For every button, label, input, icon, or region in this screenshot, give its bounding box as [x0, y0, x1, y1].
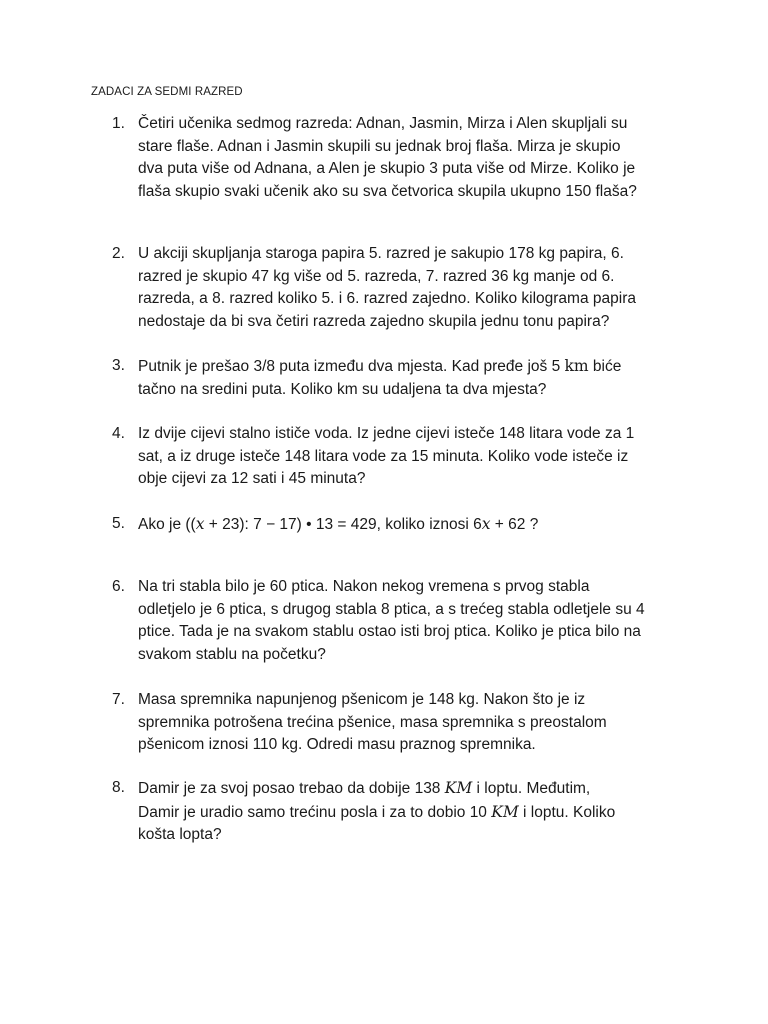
task-line: flaša skupio svaki učenik ako su sva četvorica skupila ukupno 150 flaša?	[138, 182, 637, 200]
math-unit-km-currency: KM	[444, 779, 473, 797]
task-number: 4.	[112, 425, 125, 442]
task-line: tačno na sredini puta. Koliko km su udaljena ta dva mjesta?	[138, 380, 547, 398]
task-line: U akciji skupljanja staroga papira 5. razred je sakupio 178 kg papira, 6.	[138, 245, 624, 262]
task-text	[138, 689, 680, 757]
task-text-segment: Damir je za svoj posao trebao da dobije 138	[138, 780, 445, 797]
task-line: pšenicom iznosi 110 kg. Odredi masu praznog spremnika.	[138, 736, 536, 753]
task-number: 7.	[112, 691, 125, 708]
task-text	[138, 423, 680, 491]
task-line: razred je skupio 47 kg više od 5. razreda, 7. razred 36 kg manje od 6.	[138, 267, 615, 285]
task-text	[138, 355, 680, 401]
task-line	[138, 513, 680, 537]
task-line: obje cijevi za 12 sati i 45 minuta?	[138, 470, 366, 487]
task-line: razreda, a 8. razred koliko 5. i 6. razred zajedno. Koliko kilograma papira	[138, 290, 636, 307]
task-line: Na tri stabla bilo je 60 ptica. Nakon nekog vremena s prvog stabla	[138, 578, 590, 595]
document-title: ZADACI ZA SEDMI RAZRED	[91, 86, 243, 98]
task-line	[138, 777, 680, 801]
task-line: košta lopta?	[138, 826, 222, 843]
task-line: nedostaje da bi sva četiri razreda zajedno skupila jednu tonu papira?	[138, 312, 610, 330]
task-text	[138, 113, 680, 203]
task-number: 6.	[112, 578, 125, 595]
task-number: 2.	[112, 245, 125, 262]
task-line: dva puta više od Adnana, a Alen je skupio 3 puta više od Mirze. Koliko je	[138, 160, 636, 177]
task-line: svakom stablu na početku?	[138, 645, 326, 663]
math-variable-x: x	[481, 515, 491, 533]
task-text-segment: Ako je ((	[138, 516, 196, 533]
task-line: Četiri učenika sedmog razreda: Adnan, Jasmin, Mirza i Alen skupljali su	[138, 115, 628, 132]
task-text-segment: biće	[588, 358, 622, 375]
task-line: odletjelo je 6 ptica, s drugog stabla 8 ptica, a s trećeg stabla odletjele su 4	[138, 600, 645, 618]
task-text-segment: + 23): 7 − 17) • 13 = 429, koliko iznosi 6	[204, 516, 482, 533]
task-text	[138, 513, 680, 537]
task-text	[138, 777, 680, 847]
task-line: stare flaše. Adnan i Jasmin skupili su jednak broj flaša. Mirza je skupio	[138, 137, 621, 155]
task-line: Masa spremnika napunjenog pšenicom je 148 kg. Nakon što je iz	[138, 691, 586, 708]
task-text-segment: i loptu. Koliko	[518, 803, 616, 821]
task-line	[138, 801, 680, 825]
task-text-segment: Damir je uradio samo trećinu posla i za to dobio 10	[138, 803, 492, 821]
task-text	[138, 576, 680, 666]
task-line: ptice. Tada je na svakom stablu ostao isti broj ptica. Koliko je ptica bilo na	[138, 623, 641, 640]
task-text-segment: + 62 ?	[490, 516, 539, 533]
task-number: 1.	[112, 115, 125, 132]
task-line: sat, a iz druge isteče 148 litara vode za 15 minuta. Koliko vode isteče iz	[138, 447, 629, 465]
task-number: 3.	[112, 357, 125, 374]
task-text	[138, 243, 680, 333]
task-text-segment: Putnik je prešao 3/8 puta između dva mjesta. Kad pređe još 5	[138, 358, 565, 375]
task-line: Iz dvije cijevi stalno ističe voda. Iz jedne cijevi isteče 148 litara vode za 1	[138, 425, 635, 442]
task-text-segment: i loptu. Međutim,	[472, 780, 591, 797]
math-unit-km: km	[564, 357, 589, 375]
task-line: spremnika potrošena trećina pšenice, masa spremnika s preostalom	[138, 713, 607, 731]
task-line	[138, 355, 680, 379]
task-number: 8.	[112, 779, 125, 796]
math-unit-km-currency: KM	[491, 802, 519, 821]
math-variable-x: x	[195, 515, 205, 533]
task-number: 5.	[112, 515, 125, 532]
